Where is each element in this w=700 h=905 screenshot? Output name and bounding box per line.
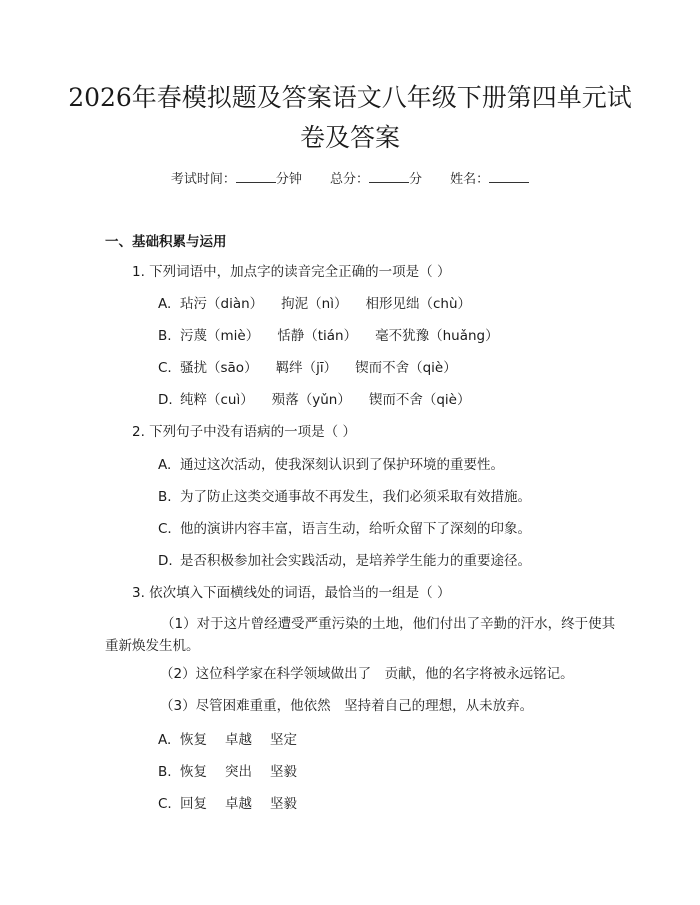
option-word: 恢复 <box>180 764 207 780</box>
option-text: 为了防止这类交通事故不再发生，我们必须采取有效措施。 <box>180 489 531 505</box>
q3-sentence-1: （1）对于这片曾经遭受严重污染的土地，他们付出了辛勤的汗水，终于使其 重新焕发生机。 <box>105 616 629 654</box>
option-word: 骚扰（sāo） <box>180 360 258 376</box>
option-word: 卓越 <box>225 732 252 748</box>
time-unit: 分钟 <box>275 172 302 187</box>
option-text: 他的演讲内容丰富，语言生动，给听众留下了深刻的印象。 <box>180 521 531 537</box>
option-letter: B. <box>158 328 172 344</box>
score-unit: 分 <box>409 172 423 187</box>
option-word: 毫不犹豫（huǎng） <box>375 328 499 344</box>
score-blank <box>369 168 409 183</box>
question-1-stem: 1. 下列词语中，加点字的读音完全正确的一项是（ ） <box>132 264 451 280</box>
q3-option-c <box>158 794 297 814</box>
score-label: 总分： <box>329 172 369 187</box>
option-word: 回复 <box>180 796 207 812</box>
q1-option-a <box>158 294 471 314</box>
name-label: 姓名： <box>450 172 490 187</box>
option-word: 污蔑（miè） <box>180 328 260 344</box>
option-word: 相形见绌（chù） <box>365 296 472 312</box>
option-letter: A. <box>158 296 172 312</box>
option-letter: D. <box>158 392 173 408</box>
q3-option-b <box>158 762 297 782</box>
option-letter: B. <box>158 764 172 780</box>
option-letter: A. <box>158 457 172 473</box>
q2-option-d <box>158 551 531 571</box>
option-text: 是否积极参加社会实践活动，是培养学生能力的重要途径。 <box>180 553 531 569</box>
option-letter: C. <box>158 796 172 812</box>
option-word: 锲而不舍（qiè） <box>355 360 457 376</box>
option-word: 玷污（diàn） <box>180 296 264 312</box>
name-blank <box>489 168 529 183</box>
option-letter: A. <box>158 732 172 748</box>
option-word: 突出 <box>225 764 252 780</box>
option-word: 殒落（yǔn） <box>271 392 351 408</box>
option-word: 锲而不舍（qiè） <box>368 392 471 408</box>
option-word: 坚毅 <box>270 764 297 780</box>
q1-option-b <box>158 326 499 346</box>
option-word: 羁绊（jī） <box>275 360 338 376</box>
option-letter: C. <box>158 360 172 376</box>
time-blank <box>236 168 276 183</box>
page-title: 2026年春模拟题及答案语文八年级下册第四单元试卷及答案 <box>68 83 632 152</box>
exam-name <box>450 168 529 190</box>
option-word: 纯粹（cuì） <box>180 392 254 408</box>
time-label: 考试时间： <box>170 172 236 187</box>
section-heading: 一、基础积累与运用 <box>105 234 227 250</box>
option-word: 恬静（tián） <box>277 328 358 344</box>
q3-sentence-3: （3）尽管困难重重，他依然 坚持着自己的理想，从未放弃。 <box>160 698 534 714</box>
q3-option-a <box>158 730 297 750</box>
q2-option-b <box>158 487 531 507</box>
question-2-stem: 2. 下列句子中没有语病的一项是（ ） <box>132 424 356 440</box>
option-text: 通过这次活动，使我深刻认识到了保护环境的重要性。 <box>180 457 504 473</box>
option-word: 坚定 <box>270 732 297 748</box>
q3-sentence-2: （2）这位科学家在科学领域做出了 贡献，他的名字将被永远铭记。 <box>160 666 574 682</box>
exam-info <box>0 168 700 190</box>
option-word: 卓越 <box>225 796 252 812</box>
exam-time <box>171 168 302 190</box>
option-word: 坚毅 <box>270 796 297 812</box>
q2-option-c <box>158 519 531 539</box>
q2-option-a <box>158 455 504 475</box>
exam-score <box>330 168 422 190</box>
question-3-stem: 3. 依次填入下面横线处的词语，最恰当的一组是（ ） <box>132 585 451 601</box>
q1-option-d <box>158 390 470 410</box>
option-letter: B. <box>158 489 172 505</box>
q1-option-c <box>158 358 457 378</box>
option-word: 拘泥（nì） <box>281 296 348 312</box>
option-word: 恢复 <box>180 732 207 748</box>
option-letter: C. <box>158 521 172 537</box>
option-letter: D. <box>158 553 173 569</box>
